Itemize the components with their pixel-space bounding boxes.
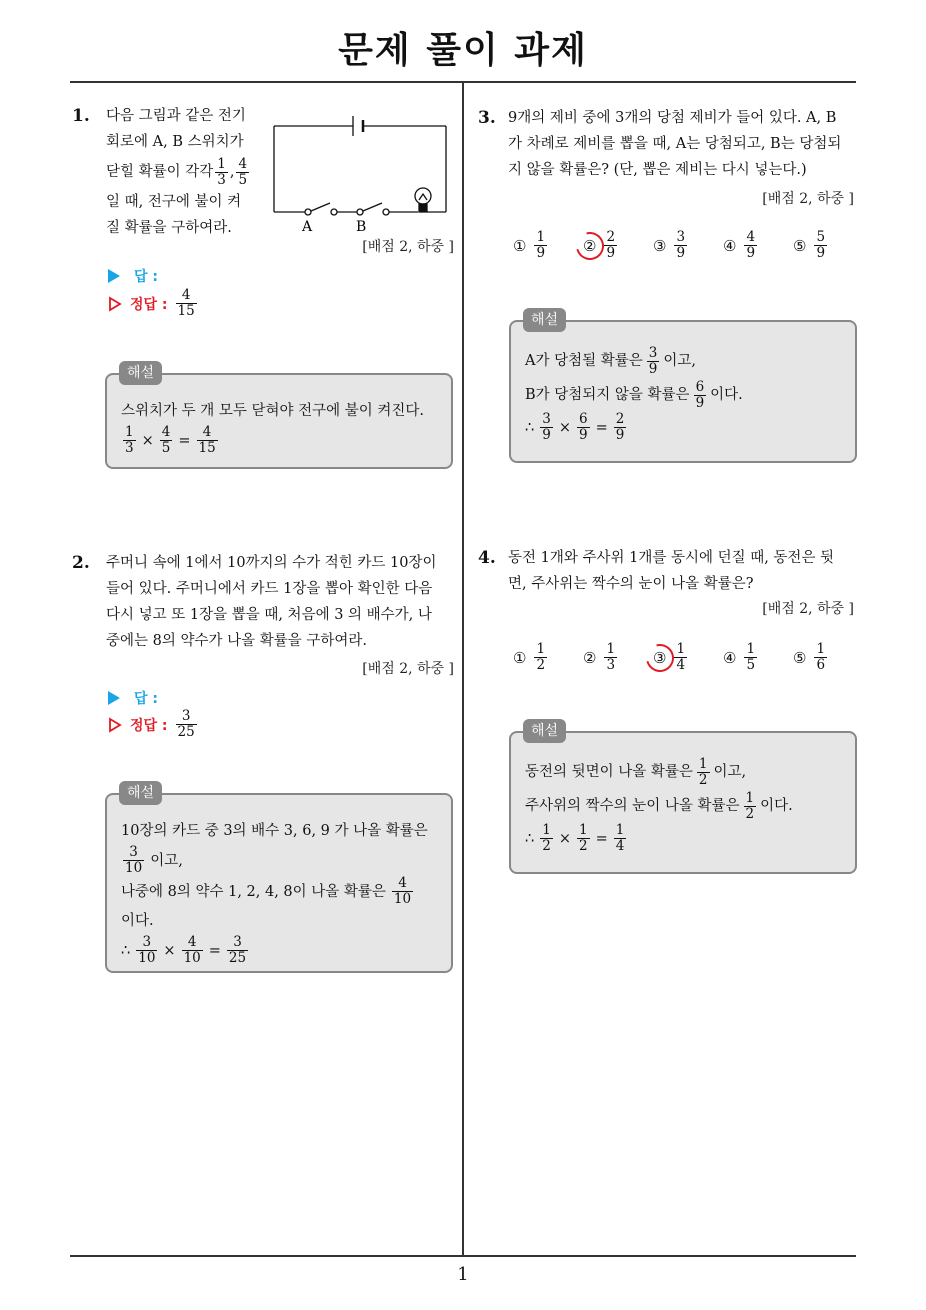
- q2-line: 들어 있다. 주머니에서 카드 1장을 뽑아 확인한 다음: [106, 581, 433, 597]
- q4-choices: [513, 642, 863, 673]
- solution-equation: ∴ $\frac{1}{2}$ × $\frac{1}{2}$ = $\frac{1}{4}$: [525, 822, 625, 854]
- choice-3[interactable]: ③ $\frac{3}{9}$: [653, 229, 686, 261]
- choice-5[interactable]: ⑤ $\frac{5}{9}$: [793, 229, 826, 261]
- q2-number: 2.: [72, 553, 90, 573]
- q1-line: 회로에 A, B 스위치가: [106, 134, 244, 150]
- q4-number: 4.: [478, 548, 496, 568]
- solution-line: 스위치가 두 개 모두 닫혀야 전구에 불이 켜진다.: [121, 403, 425, 419]
- q1-correct-fraction: $\frac{4}{15}$: [177, 287, 195, 319]
- play-outline-icon: [108, 296, 122, 312]
- q3-score: [배점 2, 하중 ]: [762, 191, 854, 207]
- q1-number: 1.: [72, 106, 90, 126]
- q1-answer-row: 답 :: [108, 266, 158, 286]
- q3-choices: [513, 230, 863, 261]
- q1-line: 질 확률을 구하여라.: [106, 220, 232, 236]
- solution-line: A가 당첨될 확률은 $\frac{3}{9}$ 이고,: [525, 344, 696, 377]
- q2-line: 주머니 속에 1에서 10까지의 수가 적힌 카드 10장이: [106, 555, 437, 571]
- switch-a-label: A: [302, 219, 313, 235]
- q1-line: 일 때, 전구에 불이 켜: [106, 194, 242, 210]
- q2-answer-row: 답 :: [108, 688, 158, 708]
- choice-4[interactable]: ④ $\frac{4}{9}$: [723, 229, 756, 261]
- q1-correct-row: 정답 : $\frac{4}{15}$: [108, 288, 199, 319]
- play-icon: [108, 691, 120, 705]
- q1-line: 다음 그림과 같은 전기: [106, 108, 246, 124]
- solution-tab: 해설: [119, 781, 162, 805]
- q4-text: [508, 545, 860, 597]
- fraction: $\frac{1}{3}$: [217, 155, 226, 188]
- q1-score: [배점 2, 하중 ]: [362, 239, 454, 255]
- choice-1[interactable]: ① $\frac{1}{2}$: [513, 641, 546, 673]
- play-icon: [108, 269, 120, 283]
- q3-line: 지 않을 확률은? (단, 뽑은 제비는 다시 넣는다.): [508, 162, 807, 178]
- q1-text: [106, 103, 266, 241]
- solution-line: 이다.: [121, 913, 154, 929]
- choice-2[interactable]: ② $\frac{2}{9}$: [583, 230, 653, 261]
- q1-solution-box: [105, 365, 453, 469]
- solution-line: 동전의 뒷면이 나올 확률은 $\frac{1}{2}$ 이고,: [525, 755, 747, 788]
- q3-text: [508, 105, 860, 183]
- solution-tab: 해설: [523, 308, 566, 332]
- page-title: 문제 풀이 과제: [338, 30, 588, 71]
- switch-b: [363, 203, 382, 211]
- q4-line: 면, 주사위는 짝수의 눈이 나올 확률은?: [508, 576, 754, 592]
- solution-line: 주사위의 짝수의 눈이 나올 확률은 $\frac{1}{2}$ 이다.: [525, 789, 793, 822]
- solution-line: 10장의 카드 중 3의 배수 3, 6, 9 가 나올 확률은: [121, 823, 428, 839]
- q2-correct-fraction: $\frac{3}{25}$: [177, 708, 195, 740]
- choice-2[interactable]: ② $\frac{1}{3}$: [583, 641, 616, 673]
- q2-solution-box: [105, 785, 453, 973]
- solution-equation: ∴ $\frac{3}{9}$ × $\frac{6}{9}$ = $\frac{2}{9}$: [525, 411, 625, 443]
- column-divider: [462, 82, 464, 1257]
- q2-text: [106, 550, 456, 654]
- solution-equation: ∴ $\frac{3}{10}$ × $\frac{4}{10}$ = $\frac{3}{25}$: [121, 934, 247, 966]
- choice-5[interactable]: ⑤ $\frac{1}{6}$: [793, 641, 826, 673]
- q4-score: [배점 2, 하중 ]: [762, 601, 854, 617]
- choice-4[interactable]: ④ $\frac{1}{5}$: [723, 641, 756, 673]
- q1-line: 닫힐 확률이 각각 $\frac{1}{3}$ , $\frac{4}{5}$: [106, 155, 248, 188]
- choice-3[interactable]: ③ $\frac{1}{4}$: [653, 642, 723, 673]
- solution-line: $\frac{3}{10}$ 이고,: [125, 844, 183, 876]
- q2-line: 중에는 8의 약수가 나올 확률을 구하여라.: [106, 633, 367, 649]
- q3-line: 가 차례로 제비를 뽑을 때, A는 당첨되고, B는 당첨되: [508, 136, 842, 152]
- switch-a: [311, 203, 330, 211]
- q3-line: 9개의 제비 중에 3개의 당첨 제비가 들어 있다. A, B: [508, 110, 837, 126]
- q2-line: 다시 넣고 또 1장을 뽑을 때, 처음에 3 의 배수가, 나: [106, 607, 432, 623]
- solution-line: B가 당첨되지 않을 확률은 $\frac{6}{9}$ 이다.: [525, 378, 743, 411]
- switch-b-label: B: [356, 219, 367, 235]
- bottom-rule: [70, 1255, 856, 1257]
- solution-line: 나중에 8의 약수 1, 2, 4, 8이 나올 확률은 $\frac{4}{10}$: [121, 875, 412, 907]
- circuit-diagram: [268, 108, 458, 236]
- play-outline-icon: [108, 717, 122, 733]
- q4-solution-box: [509, 723, 857, 874]
- solution-equation: $\frac{1}{3}$ × $\frac{4}{5}$ = $\frac{4}{15}$: [125, 424, 216, 456]
- solution-tab: 해설: [523, 719, 566, 743]
- q3-number: 3.: [478, 108, 496, 128]
- bulb-icon: [415, 188, 431, 204]
- solution-tab: 해설: [119, 361, 162, 385]
- q2-correct-row: 정답 : $\frac{3}{25}$: [108, 709, 199, 740]
- page-number: 1: [457, 1264, 469, 1285]
- fraction: $\frac{4}{5}$: [238, 155, 248, 188]
- q3-solution-box: [509, 312, 857, 463]
- choice-1[interactable]: ① $\frac{1}{9}$: [513, 229, 546, 261]
- q2-score: [배점 2, 하중 ]: [362, 661, 454, 677]
- q4-line: 동전 1개와 주사위 1개를 동시에 던질 때, 동전은 뒷: [508, 550, 835, 566]
